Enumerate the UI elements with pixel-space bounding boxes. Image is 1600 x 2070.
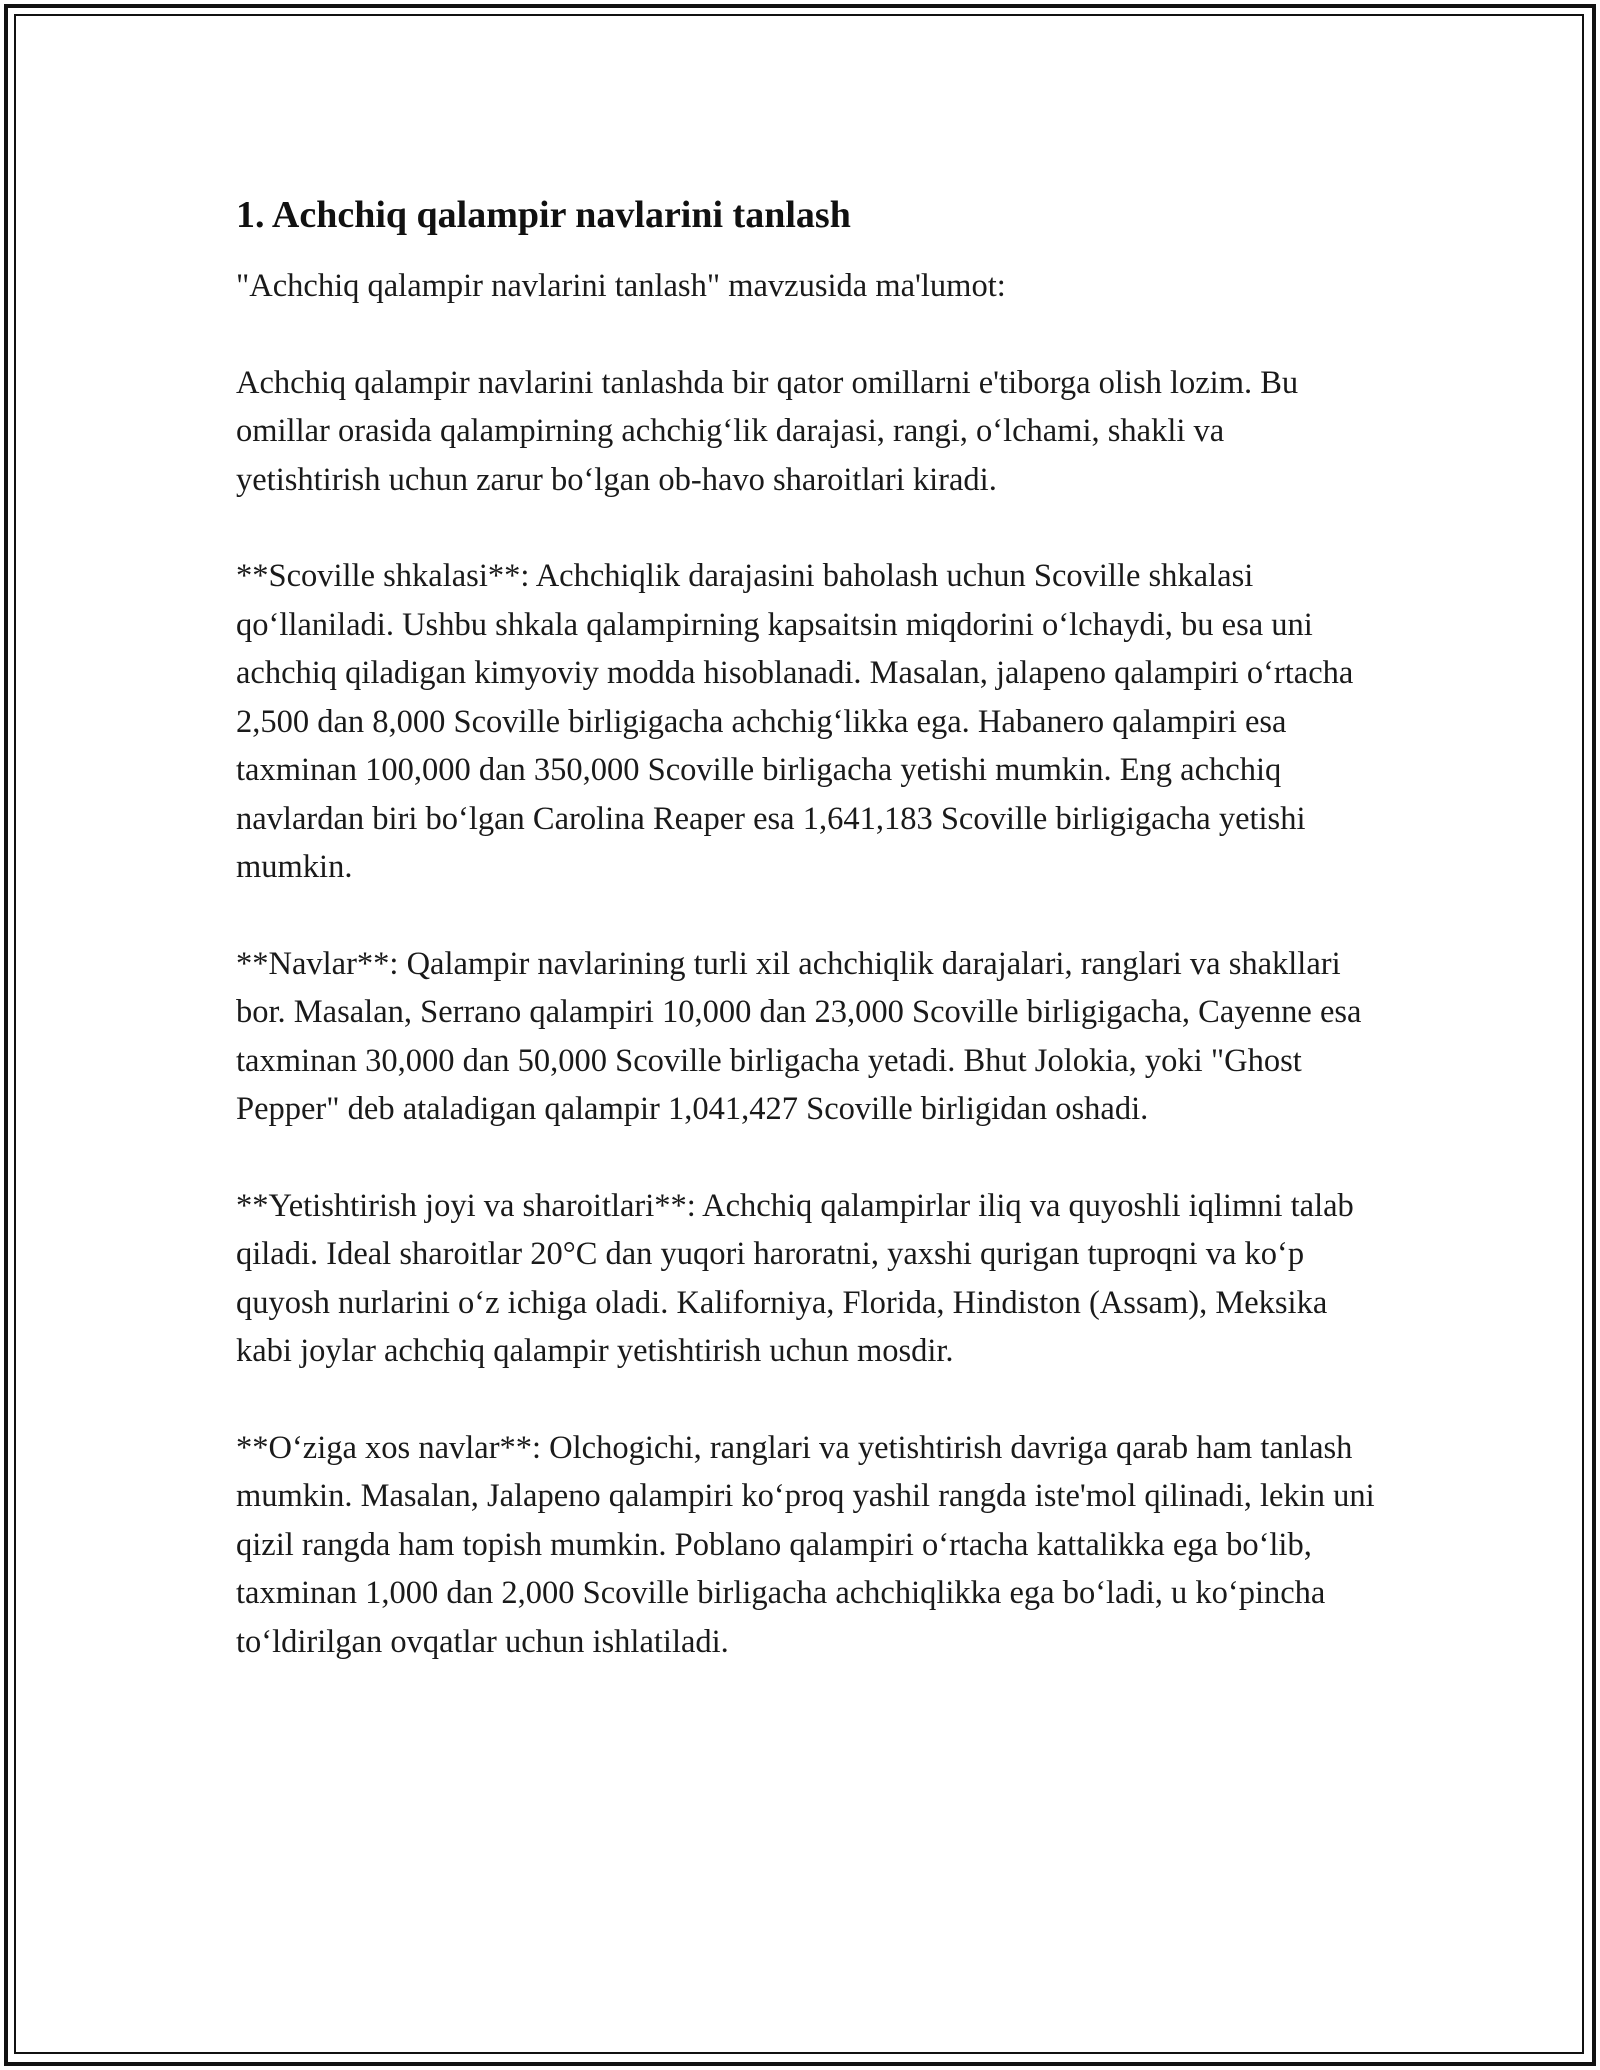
paragraph-scoville-scale: **Scoville shkalasi**: Achchiqlik darajasini baholash uchun Scoville shkalasi qo‘llaniladi. Ushbu shkala qalampirning kapsaitsin miqdorini o‘lchaydi, bu esa uni achchiq qiladigan kimyoviy modda hisoblanadi. Masalan, jalapeno qalampiri o‘rtacha 2,500 dan 8,000 Scoville birligigacha achchig‘likka ega. Habanero qalampiri esa taxminan 100,000 dan 350,000 Scoville birligacha yetishi mumkin. Eng achchiq navlardan biri bo‘lgan Carolina Reaper esa 1,641,183 Scoville birligigacha yetishi mumkin.	[236, 558, 1354, 885]
paragraph-varieties: **Navlar**: Qalampir navlarining turli xil achchiqlik darajalari, ranglari va shakllari bor. Masalan, Serrano qalampiri 10,000 dan 23,000 Scoville birligigacha, Cayenne esa taxminan 30,000 dan 50,000 Scoville birligacha yetadi. Bhut Jolokia, yoki "Ghost Pepper" deb ataladigan qalampir 1,041,427 Scoville birligidan oshadi.	[236, 945, 1362, 1127]
paragraph-growing-conditions: **Yetishtirish joyi va sharoitlari**: Achchiq qalampirlar iliq va quyoshli iqlimni talab qiladi. Ideal sharoitlar 20°C dan yuqori haroratni, yaxshi qurigan tuproqni va ko‘p quyosh nurlarini o‘z ichiga oladi. Kaliforniya, Florida, Hindiston (Assam), Meksika kabi joylar achchiq qalampir yetishtirish uchun mosdir.	[236, 1187, 1354, 1369]
paragraph-overview: Achchiq qalampir navlarini tanlashda bir qator omillarni e'tiborga olish lozim. Bu omillar orasida qalampirning achchig‘lik darajasi, rangi, o‘lchami, shakli va yetishtirish uchun zarur bo‘lgan ob-havo sharoitlari kiradi.	[236, 364, 1299, 498]
document-body	[236, 186, 1376, 1714]
paragraph-special-varieties: **O‘ziga xos navlar**: Olchogichi, ranglari va yetishtirish davriga qarab ham tanlash mumkin. Masalan, Jalapeno qalampiri ko‘proq yashil rangda iste'mol qilinadi, lekin uni qizil rangda ham topish mumkin. Poblano qalampiri o‘rtacha kattalikka ega bo‘lib, taxminan 1,000 dan 2,000 Scoville birligacha achchiqlikka ega bo‘ladi, u ko‘pincha to‘ldirilgan ovqatlar uchun ishlatiladi.	[236, 1429, 1375, 1660]
intro-line: "Achchiq qalampir navlarini tanlash" mavzusida ma'lumot:	[236, 268, 1006, 304]
section-heading: 1. Achchiq qalampir navlarini tanlash	[236, 194, 851, 236]
